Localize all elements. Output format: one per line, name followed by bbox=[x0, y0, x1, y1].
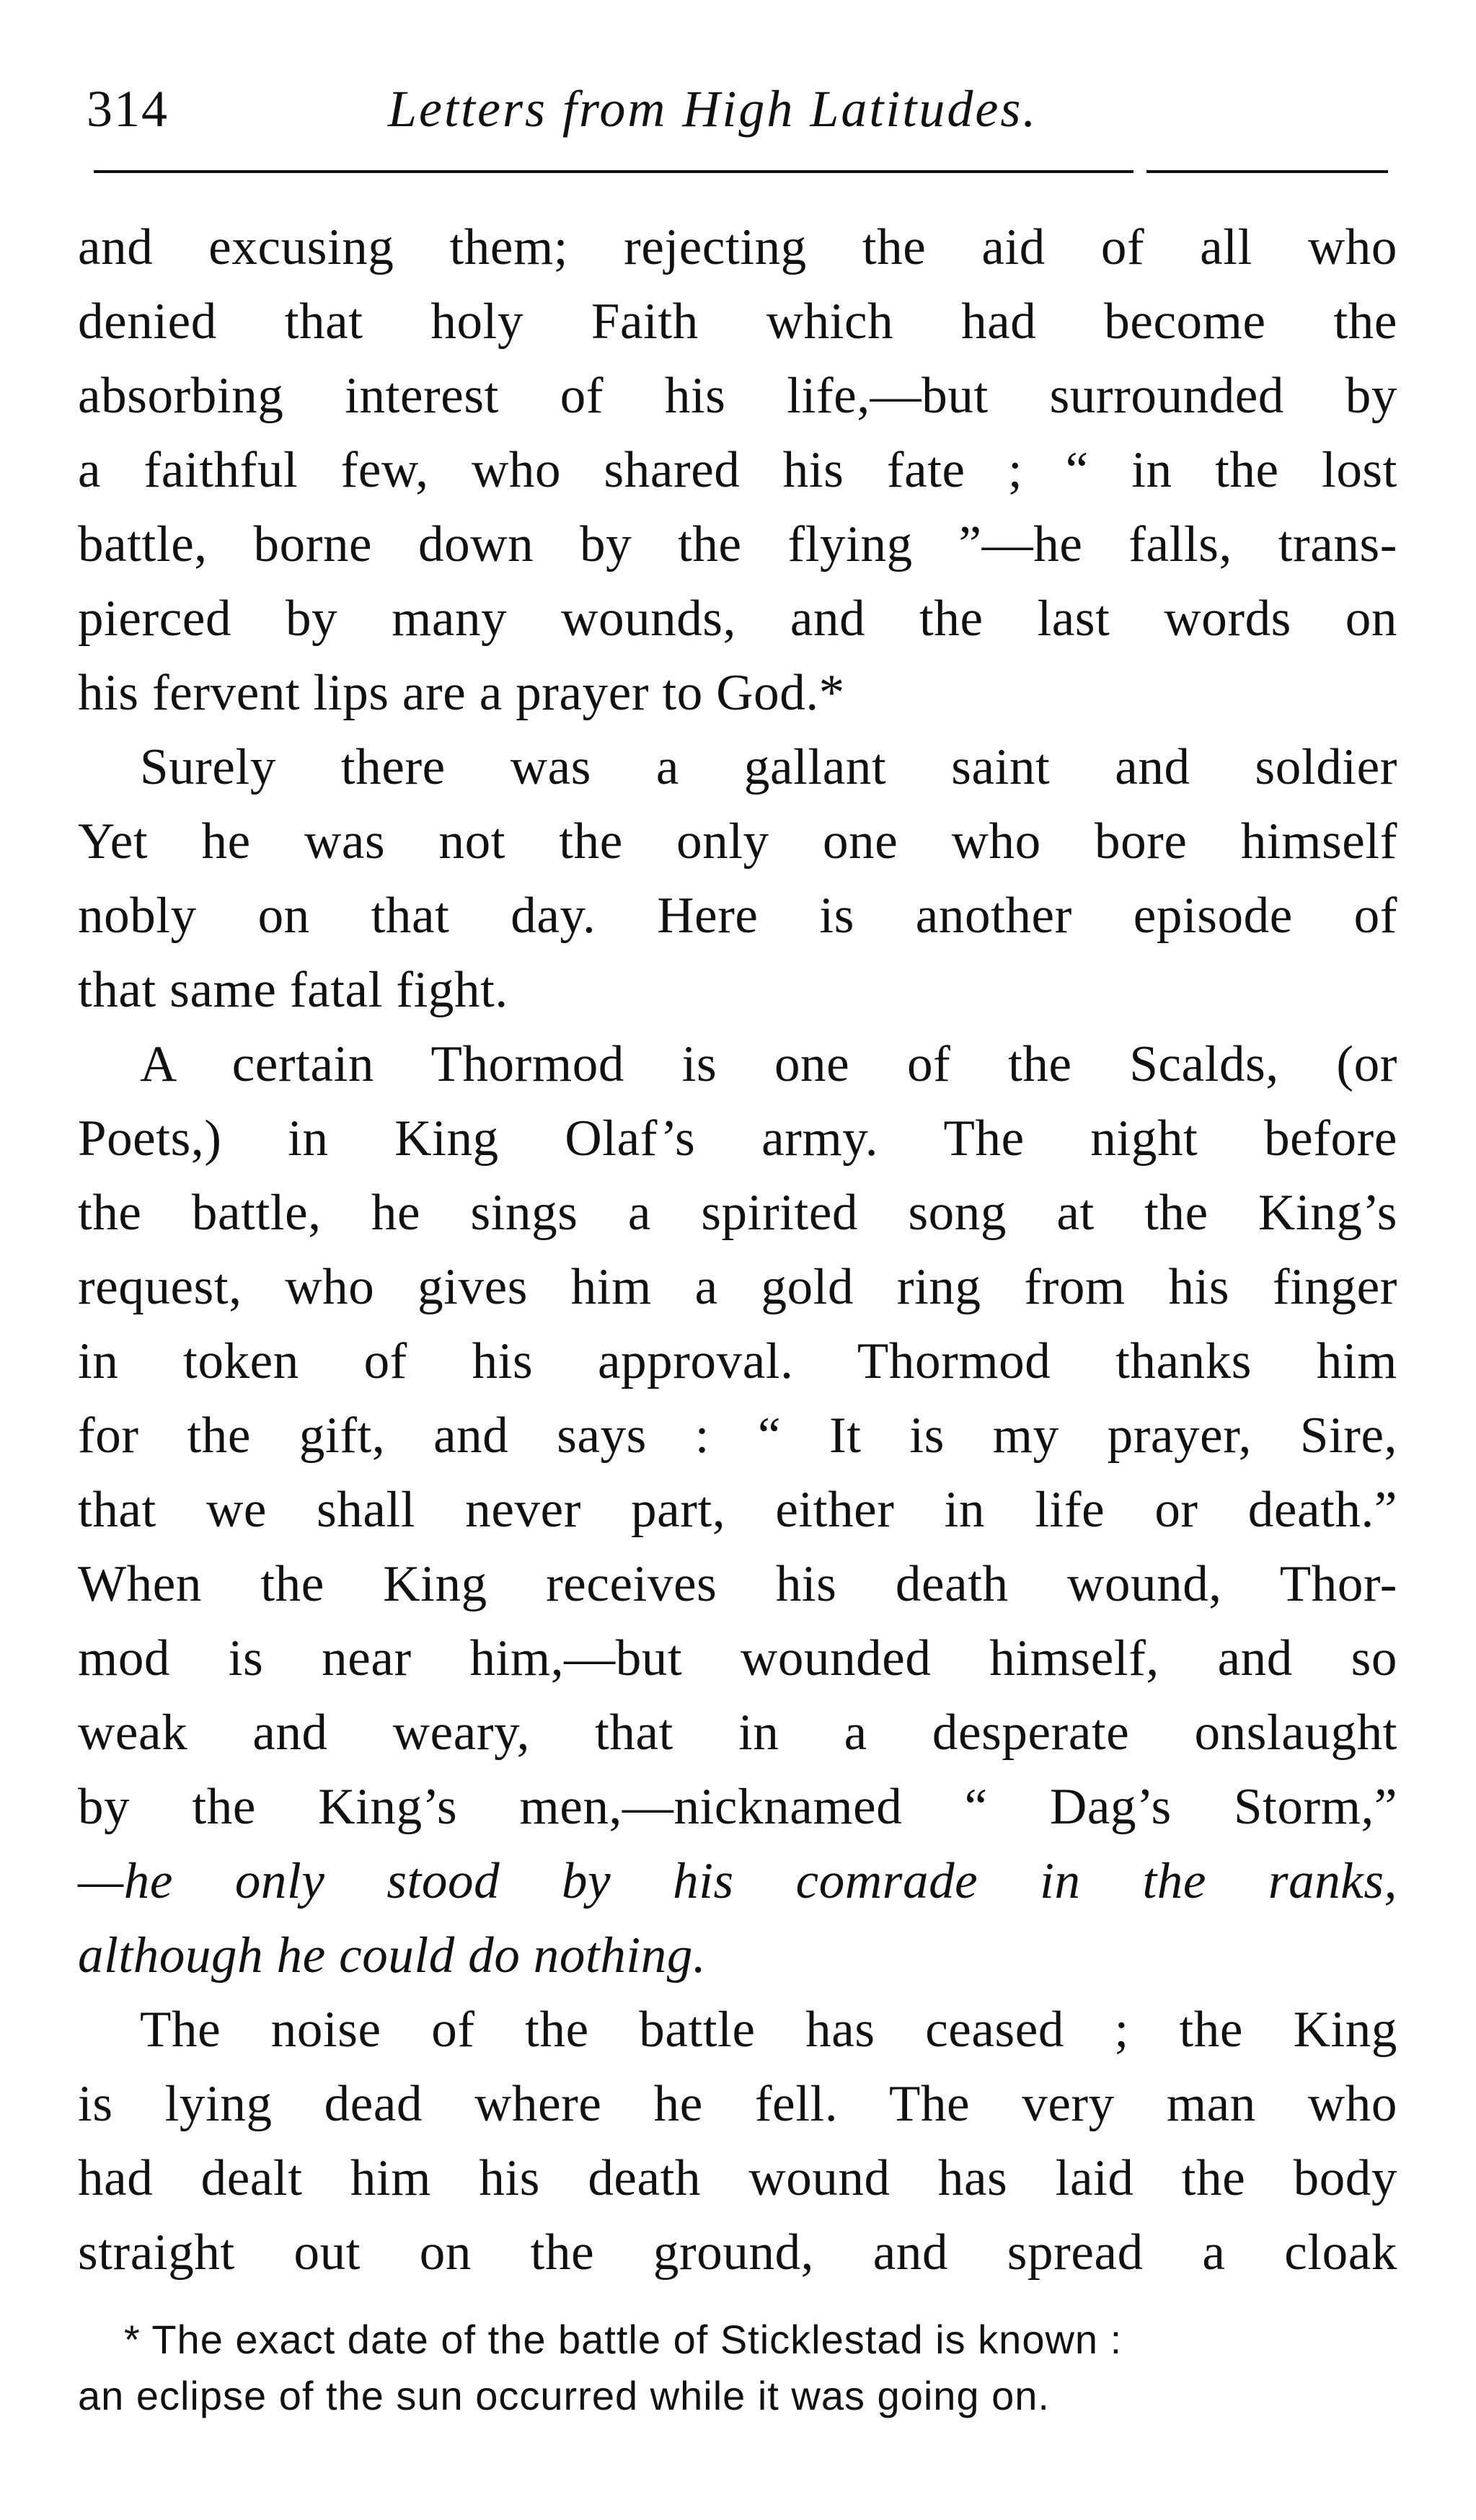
footnote bbox=[78, 2312, 1405, 2424]
running-title: Letters from High Latitudes. bbox=[388, 80, 1038, 138]
text-line: a faithful few, who shared his fate ; “ in the lost bbox=[78, 442, 1397, 498]
footnote-line: * The exact date of the battle of Sticklestad is known : bbox=[124, 2317, 1123, 2362]
text-line: The noise of the battle has ceased ; the King bbox=[140, 2002, 1397, 2058]
text-line: battle, borne down by the flying ”—he falls, trans- bbox=[78, 516, 1397, 572]
text-line: Poets,) in King Olaf’s army. The night before bbox=[78, 1110, 1397, 1167]
page-number: 314 bbox=[87, 80, 169, 138]
text-line: absorbing interest of his life,—but surrounded by bbox=[78, 368, 1397, 424]
page-header bbox=[78, 69, 1376, 149]
text-line: mod is near him,—but wounded himself, and so bbox=[78, 1630, 1397, 1686]
text-line: had dealt him his death wound has laid the body bbox=[78, 2150, 1397, 2206]
text-line: is lying dead where he fell. The very man who bbox=[78, 2076, 1397, 2132]
text-line: and excusing them; rejecting the aid of all who bbox=[78, 219, 1397, 275]
footnote-line: an eclipse of the sun occurred while it was going on. bbox=[78, 2373, 1050, 2418]
text-line: in token of his approval. Thormod thanks him bbox=[78, 1333, 1397, 1389]
text-line: request, who gives him a gold ring from his finger bbox=[78, 1259, 1397, 1315]
text-line: pierced by many wounds, and the last words on bbox=[78, 591, 1397, 647]
text-line: for the gift, and says : “ It is my prayer, Sire, bbox=[78, 1407, 1397, 1464]
text-line: —he only stood by his comrade in the ranks, bbox=[78, 1853, 1397, 1909]
text-line: Surely there was a gallant saint and soldier bbox=[140, 739, 1397, 795]
text-line: although he could do nothing. bbox=[78, 1927, 707, 1984]
text-line: the battle, he sings a spirited song at the King’s bbox=[78, 1185, 1397, 1241]
text-line: by the King’s men,—nicknamed “ Dag’s Storm,” bbox=[78, 1779, 1397, 1835]
text-line: that same fatal fight. bbox=[78, 962, 508, 1018]
text-line: denied that holy Faith which had become the bbox=[78, 293, 1397, 350]
text-line: weak and weary, that in a desperate onslaught bbox=[78, 1705, 1397, 1761]
text-line: his fervent lips are a prayer to God.* bbox=[78, 665, 845, 721]
text-line: Yet he was not the only one who bore himself bbox=[78, 813, 1397, 870]
text-line: straight out on the ground, and spread a cloak bbox=[78, 2224, 1397, 2281]
body-text bbox=[78, 211, 1397, 2290]
text-line: nobly on that day. Here is another episode of bbox=[78, 888, 1397, 944]
text-line: When the King receives his death wound, Thor- bbox=[78, 1556, 1397, 1612]
text-line: that we shall never part, either in life or death.” bbox=[78, 1482, 1397, 1538]
header-rule bbox=[94, 170, 1388, 173]
text-line: A certain Thormod is one of the Scalds, (or bbox=[140, 1036, 1397, 1092]
